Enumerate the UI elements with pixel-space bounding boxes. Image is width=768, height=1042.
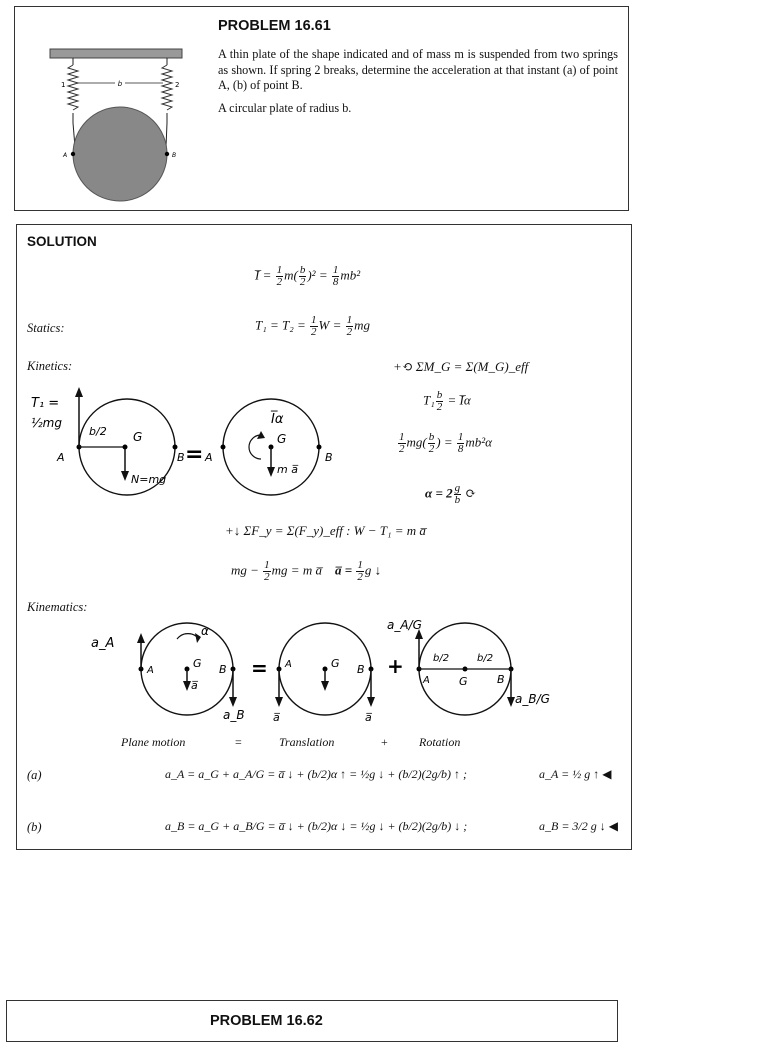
fbd-half-mg: ½mg <box>31 416 62 430</box>
problem-box <box>14 6 629 211</box>
kin-aA: a_A <box>91 636 115 651</box>
part-b-answer: a_B = 3/2 g ↓ ◀ <box>539 819 618 833</box>
kin-aAG: a_A/G <box>387 618 422 632</box>
fbd-N-label: N=mg <box>131 473 167 486</box>
next-problem-title: PROBLEM 16.62 <box>210 1013 323 1029</box>
kin-B1: B <box>219 663 227 676</box>
kin-abar2-right: a̅ <box>365 711 372 724</box>
statics-equation: T₁ = T₂ = $\frac{1}{2}$ W = $\frac{1}{2}$ mg <box>255 314 371 338</box>
ceiling <box>50 49 182 58</box>
fig-b-label: b <box>117 80 123 88</box>
problem-shape: A circular plate of radius b. <box>218 101 352 115</box>
inertia-equation: I̅ = $\frac{1}{2}$ m( $\frac{b}{2}$ )² = $\frac{1}{8}$ mb² <box>255 264 361 288</box>
kin-aBG: a_B/G <box>515 692 550 706</box>
fbd-A-left: A <box>57 451 65 464</box>
fbd-b2-label: b/2 <box>89 425 107 438</box>
fbd-G-right: G <box>277 432 287 446</box>
fbd-B-left: B <box>177 451 185 464</box>
moment-equation: +⟲ ΣM_G = Σ(M_G)_eff <box>393 359 529 374</box>
part-a-answer: a_A = ½ g ↑ ◀ <box>539 767 612 781</box>
spring-1 <box>68 65 78 110</box>
kin-A2: A <box>285 659 292 670</box>
kinetics-fbd-diagram <box>27 385 357 505</box>
kin-A3: A <box>423 675 430 686</box>
solution-box <box>16 224 632 850</box>
fig-spring1-label: 1 <box>61 81 66 89</box>
kinematics-label: Kinematics: <box>27 600 88 614</box>
fbd-A-right: A <box>205 451 213 464</box>
caption-equals: = <box>235 735 242 749</box>
kin-alpha: α <box>201 624 209 638</box>
fig-B-label: B <box>172 152 177 159</box>
alpha-result: α = 2 $\frac{g}{b}$ ⟳ <box>425 482 477 506</box>
kin-b2-right: b/2 <box>477 653 494 664</box>
kin-abar1: a̅ <box>191 679 198 692</box>
caption-rotation: Rotation <box>419 735 461 749</box>
caption-plane-motion: Plane motion <box>121 735 186 749</box>
moment-eq-2: $\frac{1}{2}$ mg( $\frac{b}{2}$ ) = $\frac{1}{8}$ mb²α <box>399 431 492 455</box>
spring-2 <box>162 65 172 110</box>
fbd-Ialpha: I̅α <box>271 412 284 427</box>
kin-G2: G <box>331 657 340 670</box>
problem-figure <box>35 37 185 227</box>
kinetics-label: Kinetics: <box>27 359 73 373</box>
fbd-mabar: m a̅ <box>277 463 298 476</box>
fbd-T1-label: T₁ = <box>31 396 60 411</box>
next-problem-box <box>6 1000 618 1042</box>
kin-B3: B <box>497 673 505 686</box>
circular-plate <box>73 107 167 201</box>
fig-spring2-label: 2 <box>175 81 180 89</box>
part-a-label: (a) <box>27 768 42 782</box>
problem-title: PROBLEM 16.61 <box>218 18 331 34</box>
kinematics-diagram <box>87 617 557 727</box>
part-b-label: (b) <box>27 820 42 834</box>
fig-A-label: A <box>63 152 68 159</box>
part-b-equation: a_B = a_G + a_B/G = a̅ ↓ + (b/2)α ↓ = ½g ↓ + (b/2)(2g/b) ↓ ; <box>165 819 468 833</box>
force-equation-2: mg − $\frac{1}{2}$ mg = m a̅ a̅ = $\frac{1}{2}$ g ↓ <box>231 559 382 583</box>
kin-plus: + <box>387 654 404 678</box>
solution-heading: SOLUTION <box>27 234 97 249</box>
force-equation: +↓ ΣF_y = Σ(F_y)_eff : W − T₁ = m a̅ <box>225 523 426 538</box>
kin-G1: G <box>193 657 202 670</box>
kin-b2-left: b/2 <box>433 653 450 664</box>
moment-eq-1: T₁ $\frac{b}{2}$ = I̅α <box>423 389 471 413</box>
kin-B2: B <box>357 663 365 676</box>
kin-G3: G <box>459 675 468 688</box>
problem-text: A thin plate of the shape indicated and of mass m is suspended from two springs as shown. If spring 2 breaks, determine the acceleration at that instant (a) of point A, (b) of point B. <box>218 47 618 92</box>
kin-equals: = <box>251 656 268 680</box>
statics-label: Statics: <box>27 321 65 335</box>
kin-abar2-left: a̅ <box>273 711 280 724</box>
part-a-equation: a_A = a_G + a_A/G = a̅ ↓ + (b/2)α ↑ = ½g ↓ + (b/2)(2g/b) ↑ ; <box>165 767 467 781</box>
kin-aB: a_B <box>223 708 245 722</box>
kin-A1: A <box>147 665 154 676</box>
caption-translation: Translation <box>279 735 335 749</box>
fbd-G-left: G <box>133 430 143 444</box>
fbd-equals: = <box>185 442 204 467</box>
caption-plus: + <box>381 735 388 749</box>
fbd-B-right: B <box>325 451 333 464</box>
